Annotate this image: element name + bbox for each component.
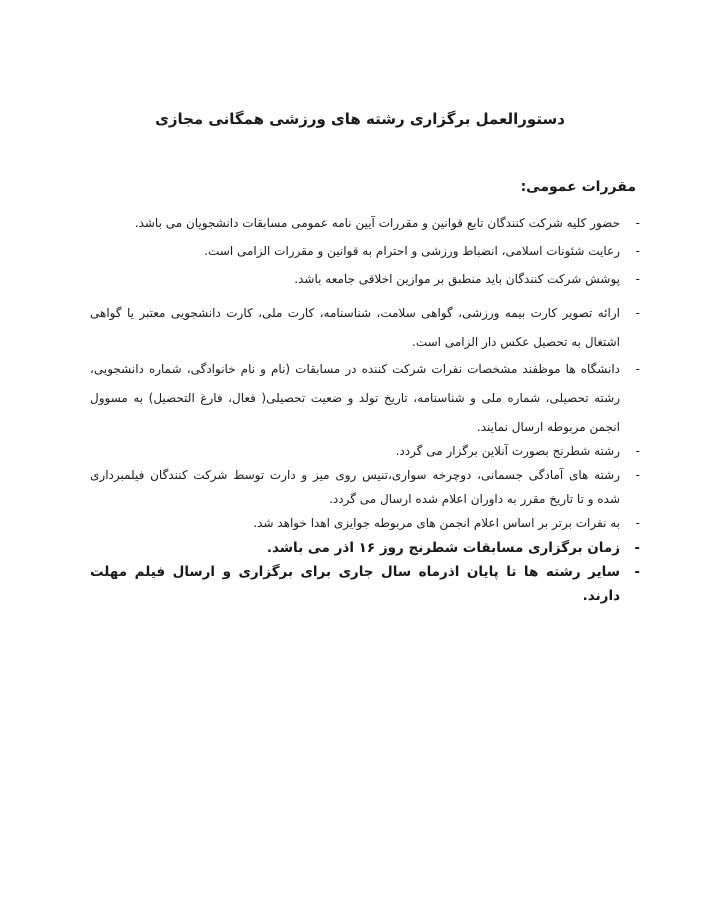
bullet-dash: -: [634, 564, 640, 580]
rule-item-documents: [90, 299, 640, 357]
rule-item-prizes: [90, 511, 640, 535]
rule-item-chess-date: [90, 536, 640, 560]
rule-item-participant-info: [90, 355, 640, 442]
rule-item-text: به نفرات برتر بر اساس اعلام انجمن های مربوطه جوایزی اهدا خواهد شد.: [253, 516, 620, 530]
bullet-dash: -: [635, 362, 640, 376]
rule-item-attendance: [90, 209, 640, 237]
rule-item-text: رشته های آمادگی جسمانی، دوچرخه سواری،تنیس روی میز و دارت توسط شرکت کنندگان فیلمبرداری شده و تا تاریخ مقرر به داوران اعلام شده ارسال می گردد.: [90, 468, 620, 506]
rule-item-text: زمان برگزاری مسابقات شطرنج روز ۱۶ اذر می باشد.: [266, 540, 620, 556]
section-heading-general-rules: مقررات عمومی:: [520, 179, 636, 195]
bullet-dash: -: [635, 444, 640, 458]
rule-item-text: دانشگاه ها موظفند مشخصات نفرات شرکت کننده در مسابقات (نام و نام خانوادگی، شماره دانشجویی، رشته تحصیلی، شماره ملی و شناسنامه، تاریخ تولد و ضعیت تحصیلی( فعال، فارغ التحصیل) به مسوول انجمن مربوطه ارسال نمایند.: [90, 362, 620, 434]
rule-item-chess-online: [90, 438, 640, 464]
bullet-dash: -: [635, 216, 640, 230]
bullet-dash: -: [634, 540, 640, 556]
bullet-dash: -: [635, 244, 640, 258]
rule-item-conduct: [90, 237, 640, 265]
rule-item-text: رعایت شئونات اسلامی، انضباط ورزشی و احترام به قوانین و مقررات الزامی است.: [204, 244, 620, 258]
rule-item-dress-code: [90, 265, 640, 293]
rule-item-text: پوشش شرکت کنندگان باید منطبق بر موازین اخلاقی جامعه باشد.: [294, 272, 620, 286]
bullet-dash: -: [635, 272, 640, 286]
bullet-dash: -: [635, 468, 640, 482]
rule-item-text: رشته شطرنج بصورت آنلاین برگزار می گردد.: [395, 444, 620, 458]
document-title: دستورالعمل برگزاری رشته های ورزشی همگانی مجازی: [155, 110, 565, 128]
bullet-dash: -: [635, 306, 640, 320]
rule-item-text: ارائه تصویر کارت بیمه ورزشی، گواهی سلامت، شناسنامه، کارت ملی، کارت دانشجویی معتبر یا گواهی اشتغال به تحصیل عکس دار الزامی است.: [90, 306, 620, 349]
bullet-dash: -: [635, 516, 640, 530]
rule-item-text: حضور کلیه شرکت کنندگان تابع قوانین و مقررات آیین نامه عمومی مسابقات دانشجویان می باشد.: [134, 216, 620, 230]
rule-item-text: سایر رشته ها تا پایان اذرماه سال جاری برای برگزاری و ارسال فیلم مهلت دارند.: [90, 564, 620, 604]
rule-item-video-events: [90, 463, 640, 511]
rule-item-deadline: [90, 560, 640, 608]
